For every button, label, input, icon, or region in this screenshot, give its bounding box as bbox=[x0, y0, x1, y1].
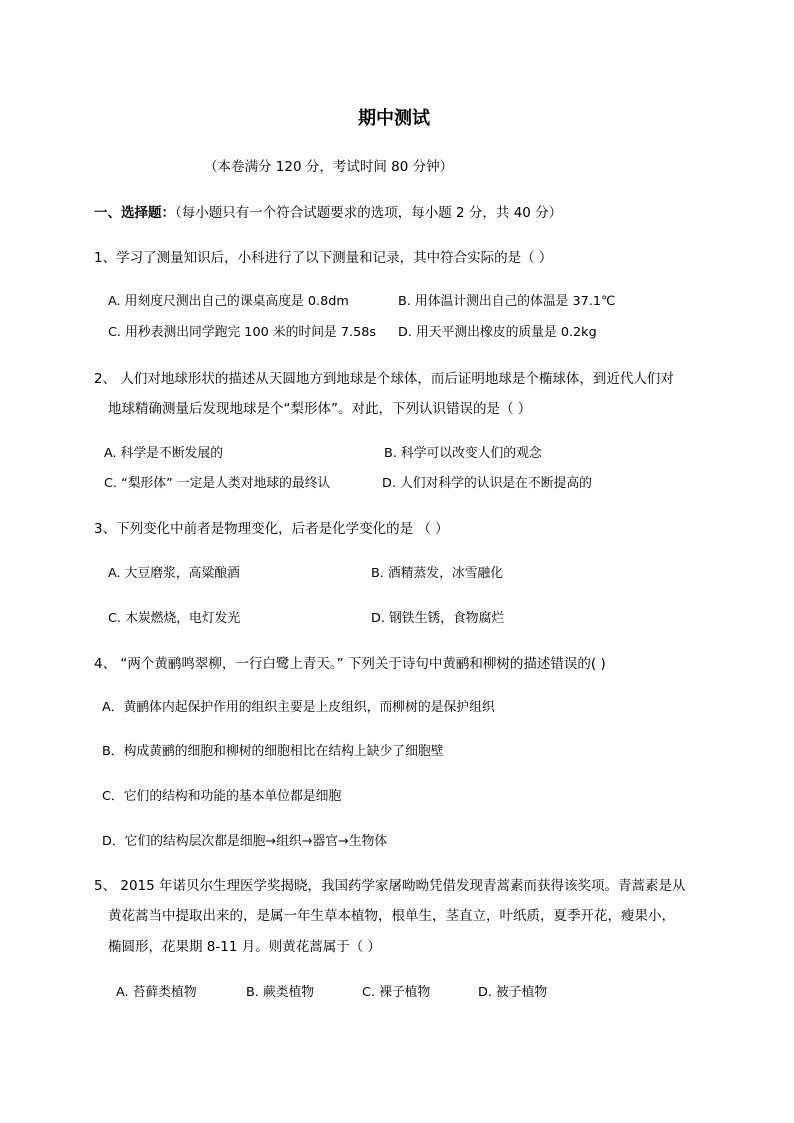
question-4-option-a: A．黄鹂体内起保护作用的组织主要是上皮组织，而柳树的是保护组织 bbox=[102, 700, 495, 715]
question-2-option-b: B. 科学可以改变人们的观念 bbox=[384, 446, 542, 461]
question-3-stem: 3、下列变化中前者是物理变化，后者是化学变化的是 （ ） bbox=[94, 521, 449, 537]
question-5-option-b: B. 蕨类植物 bbox=[246, 985, 315, 1000]
section-heading bbox=[94, 201, 562, 221]
question-5-option-a: A. 苔藓类植物 bbox=[116, 985, 197, 1000]
question-3-option-b: B. 酒精蒸发，冰雪融化 bbox=[371, 566, 504, 581]
question-3-option-d: D. 钢铁生锈，食物腐烂 bbox=[371, 611, 505, 626]
exam-subtitle: （本卷满分 120 分，考试时间 80 分钟） bbox=[204, 159, 454, 175]
question-4-option-b: B．构成黄鹂的细胞和柳树的细胞相比在结构上缺少了细胞壁 bbox=[102, 744, 444, 759]
question-4-stem: 4、 “两个黄鹂鸣翠柳，一行白鹭上青天。” 下列关于诗句中黄鹂和柳树的描述错误的( ) bbox=[94, 656, 606, 672]
question-1-stem: 1、学习了测量知识后，小科进行了以下测量和记录，其中符合实际的是（ ） bbox=[94, 250, 553, 266]
question-3-option-a: A. 大豆磨浆，高粱酿酒 bbox=[108, 566, 240, 581]
question-2-option-d: D. 人们对科学的认识是在不断提高的 bbox=[382, 476, 592, 491]
section-title: 一、选择题： bbox=[94, 205, 175, 221]
question-5-stem-line1: 5、 2015 年诺贝尔生理医学奖揭晓，我国药学家屠呦呦凭借发现青蒿素而获得该奖项。青蒿素是从 bbox=[94, 878, 686, 894]
question-5-stem-line2: 黄花蒿当中提取出来的，是属一年生草本植物，根单生，茎直立，叶纸质，夏季开花，瘦果小， bbox=[108, 908, 675, 924]
question-1-option-c: C. 用秒表测出同学跑完 100 米的时间是 7.58s bbox=[108, 325, 377, 340]
question-5-option-d: D. 被子植物 bbox=[478, 985, 548, 1000]
question-4-option-c: C．它们的结构和功能的基本单位都是细胞 bbox=[102, 789, 342, 804]
question-2-option-c: C. “梨形体” 一定是人类对地球的最终认 bbox=[104, 476, 331, 491]
question-4-option-d: D．它们的结构层次都是细胞→组织→器官→生物体 bbox=[102, 834, 388, 849]
section-note: （每小题只有一个符合试题要求的选项，每小题 2 分，共 40 分） bbox=[175, 205, 563, 221]
question-2-option-a: A. 科学是不断发展的 bbox=[104, 446, 224, 461]
question-2-stem-line2: 地球精确测量后发现地球是个“梨形体”。对此，下列认识错误的是（ ） bbox=[108, 401, 532, 417]
question-5-option-c: C. 裸子植物 bbox=[362, 985, 431, 1000]
question-1-option-b: B. 用体温计测出自己的体温是 37.1℃ bbox=[398, 294, 616, 309]
question-5-stem-line3: 椭圆形，花果期 8-11 月。则黄花蒿属于（ ） bbox=[108, 939, 382, 955]
question-1-option-d: D. 用天平测出橡皮的质量是 0.2kg bbox=[398, 325, 597, 340]
question-3-option-c: C. 木炭燃烧，电灯发光 bbox=[108, 611, 241, 626]
question-2-stem-line1: 2、 人们对地球形状的描述从天圆地方到地球是个球体，而后证明地球是个椭球体，到近代人们对 bbox=[94, 371, 674, 387]
question-1-option-a: A. 用刻度尺测出自己的课桌高度是 0.8dm bbox=[108, 294, 349, 309]
page-title: 期中测试 bbox=[358, 108, 430, 129]
